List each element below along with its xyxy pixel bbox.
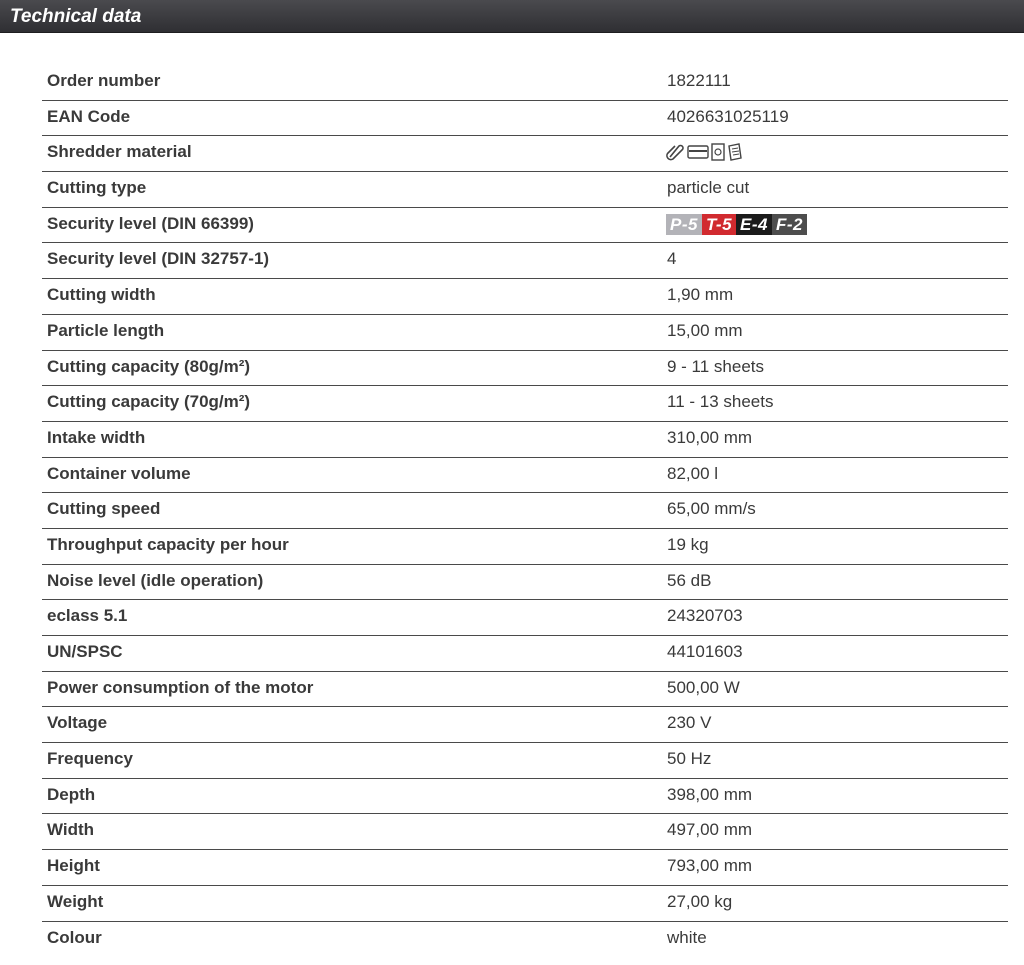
spec-label: Security level (DIN 66399) <box>47 213 254 233</box>
security-badge: P-5 <box>666 214 702 235</box>
spec-value: 27,00 kg <box>667 891 733 911</box>
table-row <box>42 208 1008 244</box>
spec-label: Voltage <box>47 713 108 733</box>
spec-label: Particle length <box>47 320 165 340</box>
spec-value: particle cut <box>667 178 750 198</box>
table-row <box>42 886 1008 922</box>
table-row <box>42 779 1008 815</box>
spec-label: Throughput capacity per hour <box>47 534 289 554</box>
spec-label: Cutting capacity (70g/m²) <box>47 392 251 412</box>
spec-value: 82,00 l <box>667 463 719 483</box>
spec-value: 793,00 mm <box>667 856 753 876</box>
spec-value: 24320703 <box>667 606 743 626</box>
table-row <box>42 636 1008 672</box>
spec-label: Weight <box>47 891 104 911</box>
spec-value: 4 <box>667 249 677 269</box>
spec-label: Container volume <box>47 463 191 483</box>
spec-value: 65,00 mm/s <box>667 499 756 519</box>
table-row <box>42 565 1008 601</box>
spec-label: Width <box>47 820 95 840</box>
spec-value: 500,00 W <box>667 677 740 697</box>
security-badge: F-2 <box>772 214 807 235</box>
paper-clip-icon <box>665 142 685 162</box>
spec-label: Order number <box>47 71 161 90</box>
security-level-badges <box>666 214 807 235</box>
section-header <box>0 0 1024 33</box>
spec-value: white <box>667 927 707 947</box>
spec-label: Shredder material <box>47 142 192 162</box>
spec-value: 230 V <box>667 713 712 733</box>
table-row <box>42 243 1008 279</box>
spec-value: 497,00 mm <box>667 820 753 840</box>
spec-label: EAN Code <box>47 106 131 126</box>
spec-label: Depth <box>47 784 96 804</box>
table-row <box>42 850 1008 886</box>
spec-label: Cutting speed <box>47 499 161 519</box>
spec-label: eclass 5.1 <box>47 606 128 626</box>
table-row <box>42 422 1008 458</box>
paper-icon <box>727 143 743 161</box>
spec-value: 50 Hz <box>667 749 712 769</box>
spec-label: Cutting type <box>47 178 147 198</box>
table-row <box>42 493 1008 529</box>
spec-label: Security level (DIN 32757-1) <box>47 249 270 269</box>
table-row <box>42 814 1008 850</box>
table-row <box>42 743 1008 779</box>
table-row <box>42 101 1008 137</box>
spec-label: Intake width <box>47 427 146 447</box>
section-title: Technical data <box>10 6 142 27</box>
security-badge: E-4 <box>736 214 772 235</box>
spec-value: 56 dB <box>667 570 712 590</box>
table-row <box>42 136 1008 172</box>
table-row <box>42 351 1008 387</box>
spec-value: 1,90 mm <box>667 285 734 305</box>
technical-data-table <box>42 65 1008 957</box>
spec-value: 1822111 <box>667 71 731 90</box>
table-row <box>42 529 1008 565</box>
credit-card-icon <box>687 144 709 160</box>
spec-label: Cutting width <box>47 285 156 305</box>
shredder-material-icons <box>665 142 743 162</box>
table-row <box>42 672 1008 708</box>
spec-label: Frequency <box>47 749 133 769</box>
spec-value: 44101603 <box>667 642 743 661</box>
spec-label: Power consumption of the motor <box>47 677 314 697</box>
table-row <box>42 600 1008 636</box>
table-row <box>42 707 1008 743</box>
table-row <box>42 172 1008 208</box>
spec-value: 19 kg <box>667 534 709 554</box>
spec-value: 9 - 11 sheets <box>667 356 765 376</box>
cd-icon <box>711 143 725 161</box>
spec-label: UN/SPSC <box>47 642 123 661</box>
table-row <box>42 922 1008 958</box>
table-row <box>42 458 1008 494</box>
spec-value: 398,00 mm <box>667 784 753 804</box>
spec-label: Colour <box>47 927 102 947</box>
spec-label: Noise level (idle operation) <box>47 570 264 590</box>
spec-label: Height <box>47 856 100 876</box>
spec-label: Cutting capacity (80g/m²) <box>47 356 251 376</box>
table-row <box>42 315 1008 351</box>
table-row <box>42 279 1008 315</box>
spec-value: 15,00 mm <box>667 320 743 340</box>
table-row <box>42 386 1008 422</box>
table-row <box>42 65 1008 101</box>
spec-value: 310,00 mm <box>667 427 753 447</box>
spec-value: 11 - 13 sheets <box>667 392 774 412</box>
security-badge: T-5 <box>702 214 736 235</box>
spec-value: 4026631025119 <box>667 106 789 126</box>
